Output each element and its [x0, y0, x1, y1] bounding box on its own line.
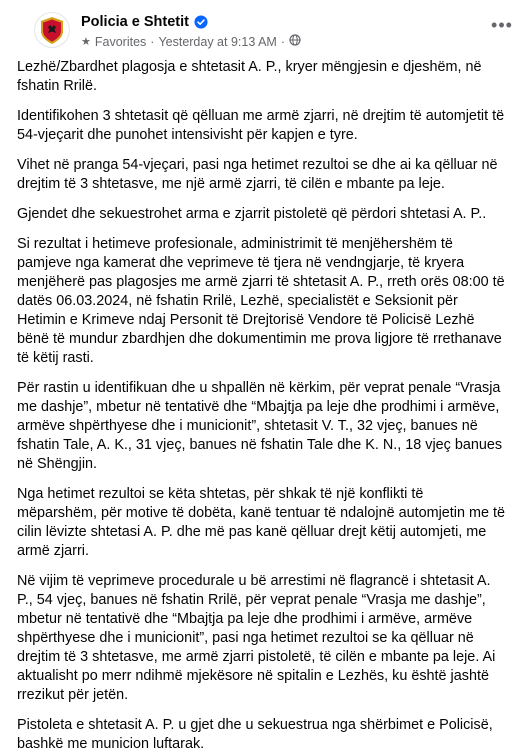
police-logo-icon — [35, 13, 69, 47]
post-paragraph: Identifikohen 3 shtetasit që qëlluan me armë zjarri, në drejtim të automjetit të 54-vjeçarit dhe punohet intensivisht për kapjen e tyre. — [17, 108, 505, 143]
favorites-star-icon: ★ — [81, 36, 91, 48]
post-paragraph: Për rastin u identifikuan dhe u shpallën në kërkim, për veprat penale “Vrasja me dashje”, mbetur në tentativë dhe “Mbajtja pa leje dhe prodhimi i armëve, armëve shpërthyese dhe i municionit”, shtetasit V. T., 32 vjeç, banues në fshatin Tale, A. K., 31 vjeç, banues në fshatin Tale dhe K. N., 18 vjeç banues në Shëngjin. — [17, 380, 503, 472]
post-paragraph: Nga hetimet rezultoi se këta shtetas, për shkak të një konflikti të mëparshëm, për motive të dobëta, kanë tentuar të ndalojnë automjetin me të cilin lëvizte shtetasi A. P. dhe më pas kanë qëlluar drejt këtij automjeti, me armë zjarri. — [17, 486, 505, 559]
post-paragraph: Në vijim të veprimeve procedurale u bë arrestimi në flagrancë i shtetasit A. P., 54 vjeç, banues në fshatin Rrilë, për veprat penale “Vrasja me dashje”, mbetur në tentativë dhe “Mbajtja pa leje dhe prodhimi i armëve, armëve shpërthyese dhe i municionit”, pasi nga hetimet rezultoi se ka qëlluar në drejtim të 3 shtetasve, me armë zjarri pistoletë, të cilën e mbante pa leje. Ai aktualisht po merr ndihmë mjekësore në spitalin e Lezhës, ku është jashtë rrezikut për jetën. — [17, 573, 496, 703]
verified-badge-icon — [194, 15, 208, 29]
post-paragraph: Pistoleta e shtetasit A. P. u gjet dhe u sekuestrua nga shërbimet e Policisë, bashkë me municion luftarak. — [17, 717, 493, 752]
audience-label[interactable]: Favorites — [94, 35, 147, 49]
post-paragraph: Si rezultat i hetimeve profesionale, administrimit të menjëhershëm të pamjeve nga kamerat dhe veprimeve të tjera në vendngjarje, të kryera menjëherë pas plagosjes me armë zjarri të shtetasit A. P., rreth orës 08:00 të datës 06.03.2024, në fshatin Rrilë, Lezhë, specialistët e Seksionit për Hetimin e Krimeve ndaj Personit të Drejtorisë Vendore të Policisë Lezhë bënë të mundur zbardhjen dhe dokumentimin me prova ligjore të rrethanave të këtij rasti. — [17, 236, 505, 366]
post-paragraph: Gjendet dhe sekuestrohet arma e zjarrit pistoletë që përdori shtetasi A. P.. — [17, 206, 487, 222]
meta-separator: · — [150, 35, 155, 49]
page-name-row — [81, 13, 208, 31]
more-options-button[interactable] — [487, 10, 517, 40]
post-paragraph: Lezhë/Zbardhet plagosja e shtetasit A. P., kryer mëngjesin e djeshëm, në fshatin Rrilë. — [17, 59, 482, 94]
meta-separator: · — [280, 35, 285, 49]
post-paragraph: Vihet në pranga 54-vjeçari, pasi nga hetimet rezultoi se dhe ai ka qëlluar në drejtim të 3 shtetasve, me një armë zjarri, të cilën e mbante pa leje. — [17, 157, 498, 192]
page-avatar[interactable] — [34, 12, 70, 48]
globe-icon — [289, 34, 301, 50]
post-meta — [81, 34, 301, 50]
post-body — [17, 58, 529, 754]
page-name[interactable]: Policia e Shtetit — [81, 14, 189, 30]
more-options-icon: ••• — [491, 14, 513, 35]
post-timestamp[interactable]: Yesterday at 9:13 AM — [158, 35, 277, 49]
post-header — [17, 0, 529, 58]
